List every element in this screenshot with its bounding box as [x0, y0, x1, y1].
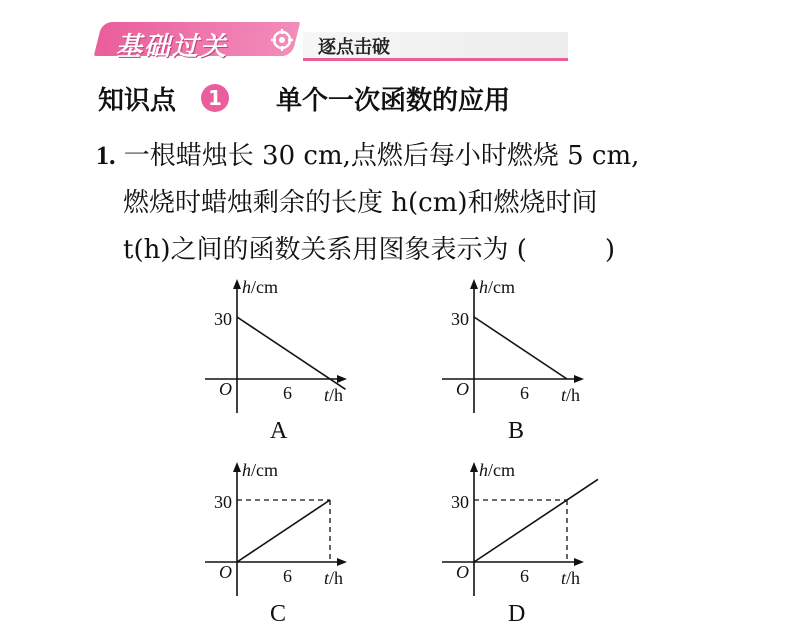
option-b-label: B [508, 418, 525, 444]
series-line [474, 479, 598, 562]
graph-c-svg [200, 458, 360, 598]
knowledge-point-title: 单个一次函数的应用 [276, 86, 511, 116]
question-line-3: t(h)之间的函数关系用图象表示为 ( ) [123, 235, 616, 265]
graph-a-svg [200, 275, 360, 415]
y-tick-label: 30 [214, 492, 232, 512]
banner-title: 基础过关 [116, 32, 229, 62]
banner-subtitle: 逐点击破 [318, 37, 390, 58]
origin-label: O [456, 379, 469, 399]
graph-option-b [437, 275, 597, 419]
option-d-label: D [508, 601, 526, 627]
graph-b-svg [437, 275, 597, 415]
knowledge-point-number: 1 [201, 84, 229, 112]
series-line [474, 317, 567, 379]
graph-option-d [437, 458, 597, 602]
target-icon [270, 28, 294, 52]
y-axis-unit: /cm [488, 460, 515, 480]
question-number: 1. [96, 141, 116, 170]
y-axis-unit: /cm [251, 460, 278, 480]
graph-option-c [200, 458, 360, 602]
x-axis-unit: /h [566, 385, 581, 405]
y-axis-arrow [233, 279, 241, 289]
x-tick-label: 6 [283, 566, 292, 586]
x-axis-unit: /h [329, 568, 344, 588]
y-axis-label: h/cm [479, 277, 515, 297]
x-axis-arrow [337, 375, 347, 383]
y-tick-label: 30 [451, 492, 469, 512]
x-tick-label: 6 [520, 383, 529, 403]
y-axis-unit: /cm [251, 277, 278, 297]
option-c-label: C [270, 601, 287, 627]
x-axis-label: t/h [561, 568, 581, 588]
x-axis-label: t/h [561, 385, 581, 405]
origin-label: O [219, 562, 232, 582]
x-axis-unit: /h [329, 385, 344, 405]
section-banner [98, 14, 568, 62]
origin-label: O [219, 379, 232, 399]
x-axis-unit: /h [566, 568, 581, 588]
y-axis-unit: /cm [488, 277, 515, 297]
x-axis-arrow [337, 558, 347, 566]
y-axis-arrow [470, 279, 478, 289]
question-line-1 [96, 135, 639, 172]
x-axis-arrow [574, 558, 584, 566]
question-text-1: 一根蜡烛长 30 cm,点燃后每小时燃烧 5 cm, [123, 141, 640, 171]
option-a-label: A [270, 418, 288, 444]
knowledge-point-label: 知识点 [98, 86, 177, 116]
graph-d-svg [437, 458, 597, 598]
y-axis-label: h/cm [242, 460, 278, 480]
x-axis-label: t/h [324, 385, 344, 405]
y-axis-arrow [233, 462, 241, 472]
x-axis-label: t/h [324, 568, 344, 588]
graph-option-a [200, 275, 360, 419]
y-axis-label: h/cm [242, 277, 278, 297]
x-tick-label: 6 [520, 566, 529, 586]
y-tick-label: 30 [214, 309, 232, 329]
series-line [237, 500, 330, 562]
y-axis-label: h/cm [479, 460, 515, 480]
y-tick-label: 30 [451, 309, 469, 329]
y-axis-arrow [470, 462, 478, 472]
origin-label: O [456, 562, 469, 582]
x-tick-label: 6 [283, 383, 292, 403]
question-line-2: 燃烧时蜡烛剩余的长度 h(cm)和燃烧时间 [123, 188, 598, 218]
x-axis-arrow [574, 375, 584, 383]
